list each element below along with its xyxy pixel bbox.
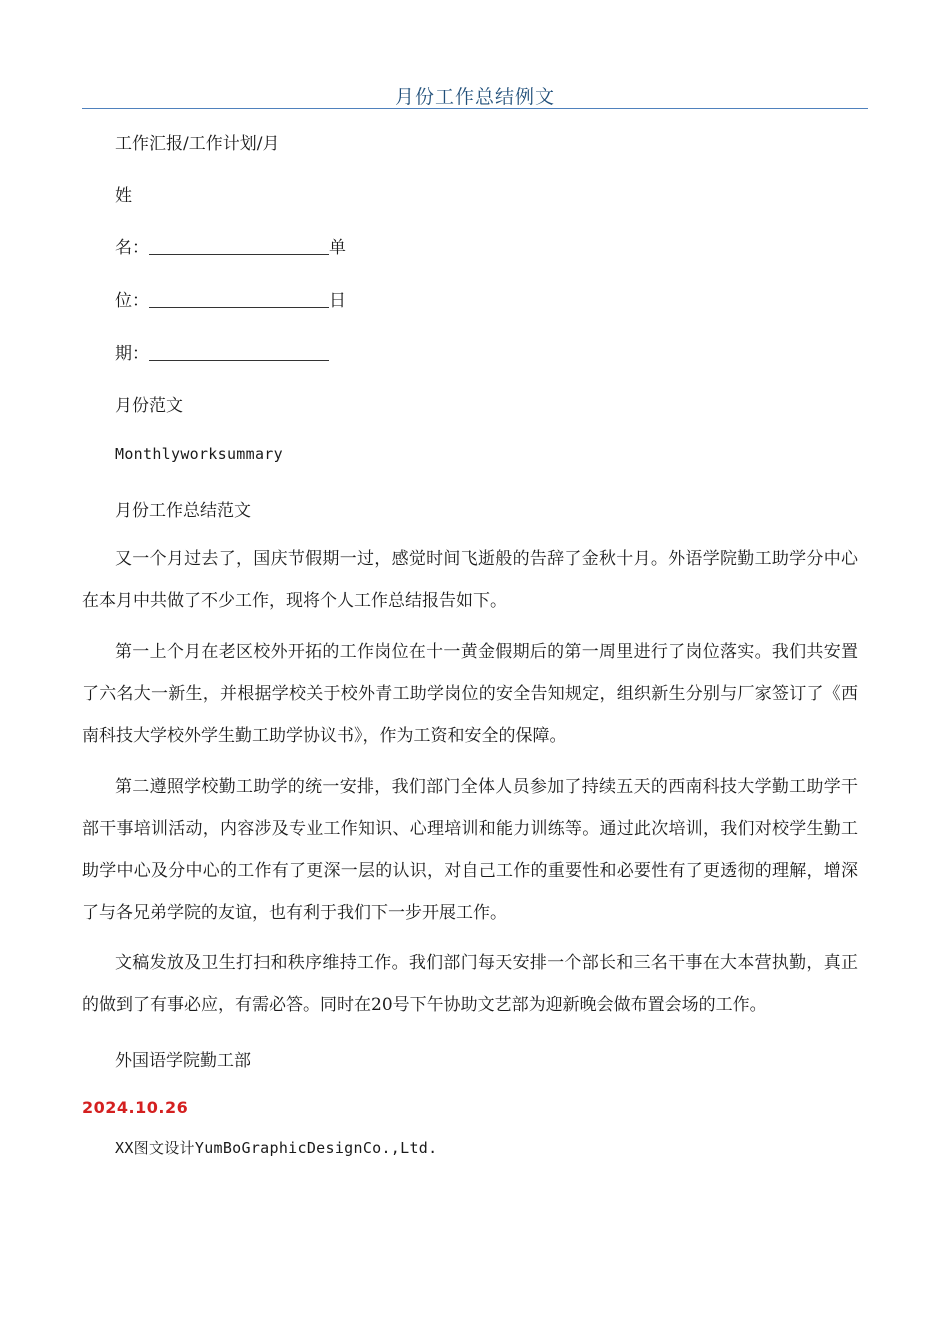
unit-label-char: 单 xyxy=(329,238,346,258)
document-date: 2024.10.26 xyxy=(82,1098,189,1117)
name-blank-line xyxy=(149,238,329,255)
date-field-row xyxy=(115,339,329,364)
name-field-row xyxy=(115,233,346,258)
page-title: 月份工作总结例文 xyxy=(394,86,555,108)
name-label-char: 姓 xyxy=(115,186,132,206)
category-line: 工作汇报/工作计划/月 xyxy=(115,134,280,154)
unit-field-row xyxy=(115,286,346,311)
name-label: 名： xyxy=(115,238,149,258)
date-label: 期： xyxy=(115,344,149,364)
date-blank-line xyxy=(149,344,329,361)
signature: 外国语学院勤工部 xyxy=(115,1051,251,1071)
doc-subtitle: 月份范文 xyxy=(115,396,183,416)
paragraph: 第一上个月在老区校外开拓的工作岗位在十一黄金假期后的第一周里进行了岗位落实。我们共安置了六名大一新生，并根据学校关于校外青工助学岗位的安全告知规定，组织新生分别与厂家签订了《西南科技大学校外学生勤工助学协议书》，作为工资和安全的保障。 xyxy=(82,642,858,746)
header-divider xyxy=(82,108,868,109)
english-title: Monthlyworksummary xyxy=(115,445,283,463)
doc-title: 月份工作总结范文 xyxy=(115,501,251,521)
footer-credit: XX图文设计YumBoGraphicDesignCo.,Ltd. xyxy=(115,1139,438,1157)
date-label-char: 日 xyxy=(329,291,346,311)
unit-label: 位： xyxy=(115,291,149,311)
paragraph: 又一个月过去了，国庆节假期一过，感觉时间飞逝般的告辞了金秋十月。外语学院勤工助学分中心在本月中共做了不少工作，现将个人工作总结报告如下。 xyxy=(82,549,858,611)
paragraph: 文稿发放及卫生打扫和秩序维持工作。我们部门每天安排一个部长和三名干事在大本营执勤，真正的做到了有事必应，有需必答。同时在20号下午协助文艺部为迎新晚会做布置会场的工作。 xyxy=(82,953,858,1015)
paragraph: 第二遵照学校勤工助学的统一安排，我们部门全体人员参加了持续五天的西南科技大学勤工助学干部干事培训活动，内容涉及专业工作知识、心理培训和能力训练等。通过此次培训，我们对校学生勤工助学中心及分中心的工作有了更深一层的认识，对自己工作的重要性和必要性有了更透彻的理解，增深了与各兄弟学院的友谊，也有利于我们下一步开展工作。 xyxy=(82,777,858,923)
unit-blank-line xyxy=(149,291,329,308)
